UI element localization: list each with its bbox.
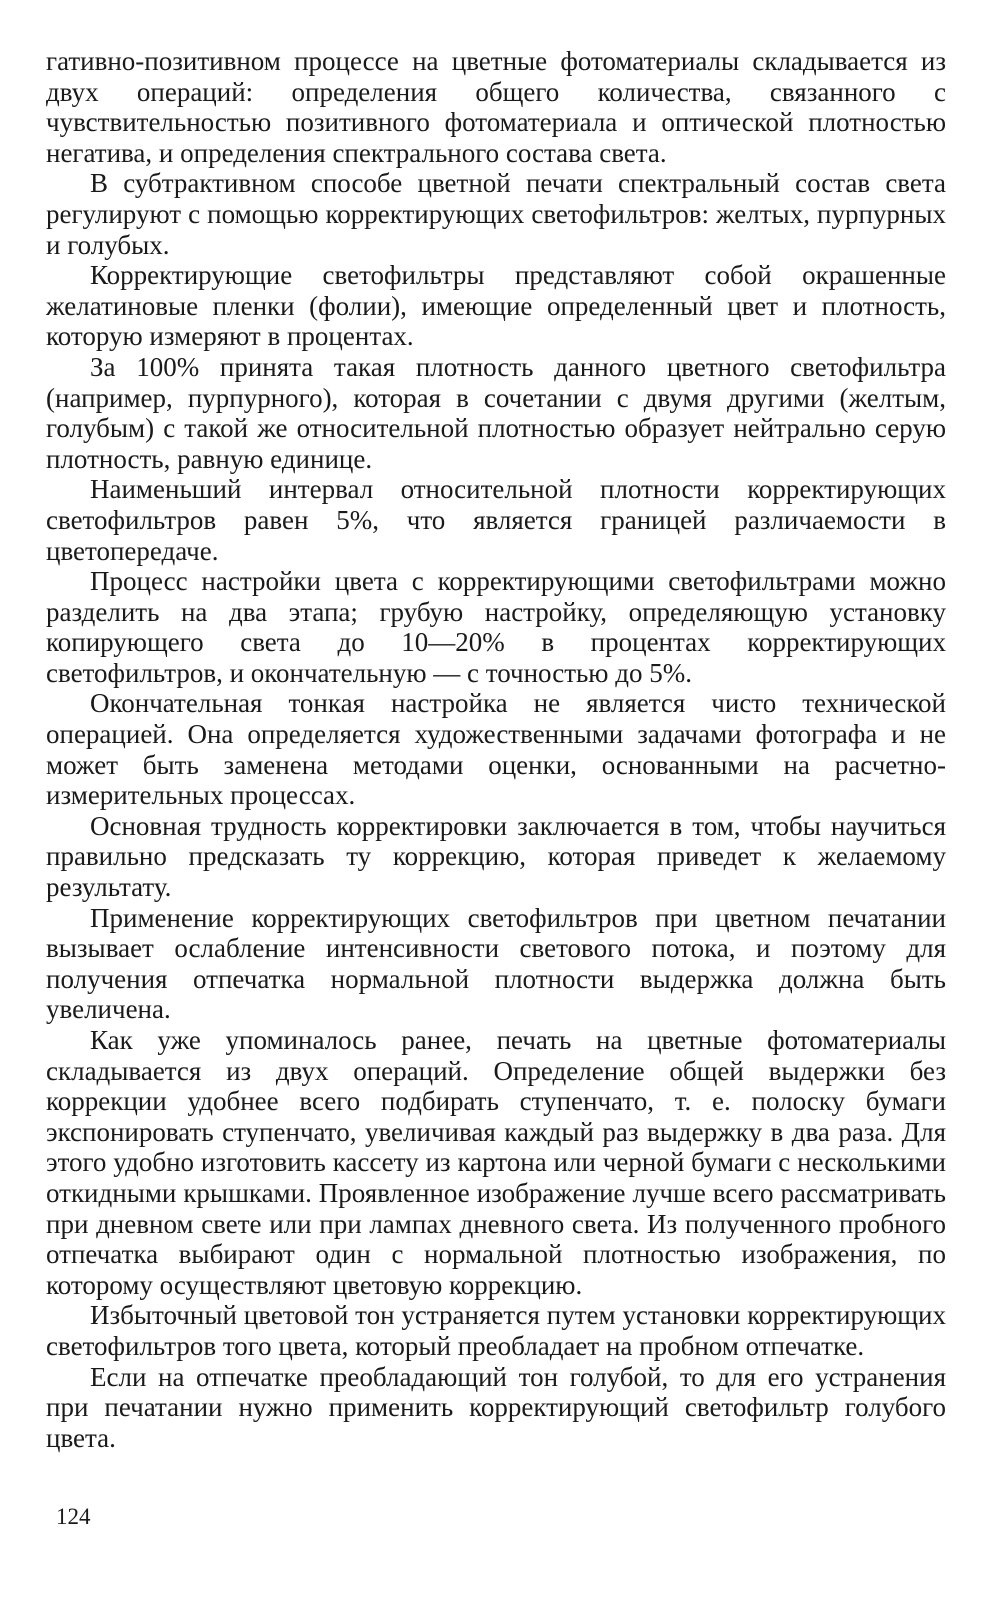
- paragraph-2: В субтрактивном способе цветной печати спектральный состав света регулируют с помощью корректирующих светофильтров: желтых, пурпурных и голубых.: [46, 168, 946, 260]
- paragraph-11: Избыточный цветовой тон устраняется путем установки корректирующих светофильтров того цвета, который преобладает на пробном отпечатке.: [46, 1300, 946, 1361]
- paragraph-10: Как уже упоминалось ранее, печать на цветные фотоматериалы складывается из двух операций. Определение общей выдержки без коррекции удобнее всего подбирать ступенчато, т. е. полоску бумаги экспонировать ступенчато, увеличивая каждый раз выдержку в два раза. Для этого удобно изготовить кассету из картона или черной бумаги с несколькими откидными крышками. Проявленное изображение лучше всего рассматривать при дневном свете или при лампах дневного света. Из полученного пробного отпечатка выбирают один с нормальной плотностью изображения, по которому осуществляют цветовую коррекцию.: [46, 1025, 946, 1300]
- paragraph-6: Процесс настройки цвета с корректирующими светофильтрами можно разделить на два этапа; грубую настройку, определяющую установку копирующего света до 10—20% в процентах корректирующих светофильтров, и окончательную — с точностью до 5%.: [46, 566, 946, 688]
- paragraph-5: Наименьший интервал относительной плотности корректирующих светофильтров равен 5%, что является границей различаемости в цветопередаче.: [46, 474, 946, 566]
- paragraph-7: Окончательная тонкая настройка не является чисто технической операцией. Она определяется художественными задачами фотографа и не может быть заменена методами оценки, основанными на расчетно-измерительных процессах.: [46, 688, 946, 811]
- page-number: 124: [56, 1504, 91, 1529]
- paragraph-3: Корректирующие светофильтры представляют собой окрашенные желатиновые пленки (фолии), имеющие определенный цвет и плотность, которую измеряют в процентах.: [46, 260, 946, 352]
- paragraph-8: Основная трудность корректировки заключается в том, чтобы научиться правильно предсказать ту коррекцию, которая приведет к желаемому результату.: [46, 810, 946, 903]
- paragraph-1: гативно-позитивном процессе на цветные фотоматериалы складывается из двух операций: определения общего количества, связанного с чувствительностью позитивного фотоматериала и оптической плотностью негатива, и определения спектрального состава света.: [46, 46, 946, 168]
- paragraph-4: За 100% принята такая плотность данного цветного светофильтра (например, пурпурного), которая в сочетании с двумя другими (желтым, голубым) с такой же относительной плотностью образует нейтрально серую плотность, равную единице.: [46, 351, 946, 474]
- paragraph-12: Если на отпечатке преобладающий тон голубой, то для его устранения при печатании нужно применить корректирующий светофильтр голубого цвета.: [46, 1361, 946, 1453]
- body-text: [46, 46, 946, 1453]
- paragraph-9: Применение корректирующих светофильтров при цветном печатании вызывает ослабление интенсивности светового потока, и поэтому для получения отпечатка нормальной плотности выдержка должна быть увеличена.: [46, 902, 946, 1025]
